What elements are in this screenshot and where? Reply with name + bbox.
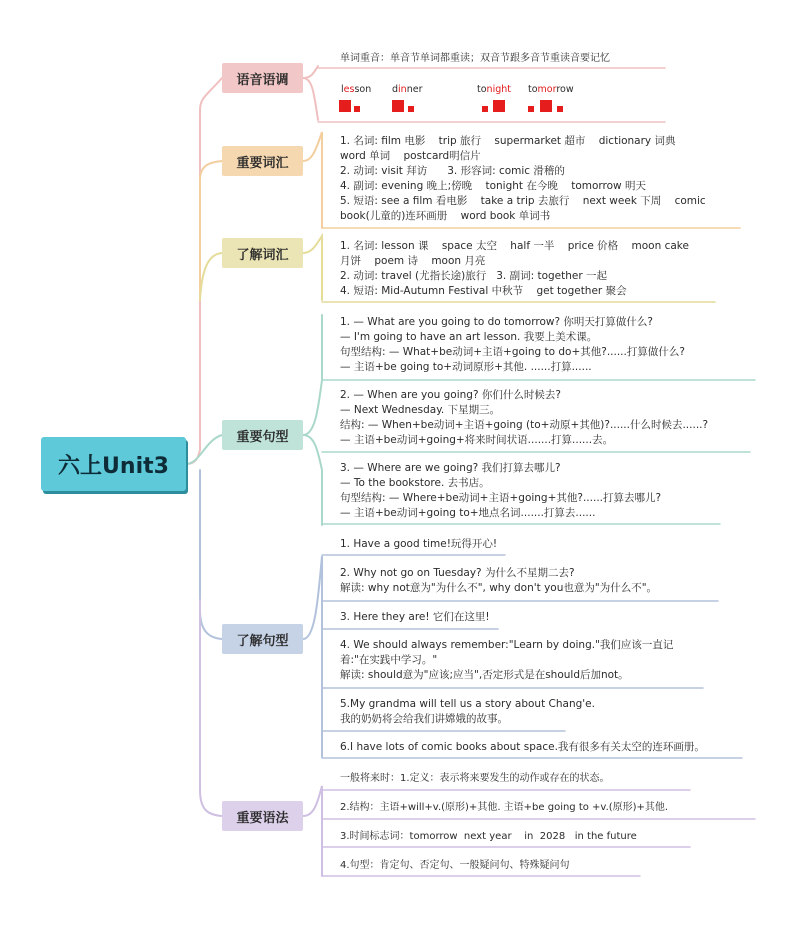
key-sentence-line: 句型结构: — Where+be动词+主语+going+其他?......打算去哪儿? bbox=[340, 492, 662, 504]
stress-word-dinner: dinner bbox=[392, 84, 423, 95]
key-vocab-line: 4. 副词: evening 晚上;傍晚 tonight 在今晚 tomorrow 明天 bbox=[340, 180, 646, 192]
key-vocab-line: 5. 短语: see a film 看电影 take a trip 去旅行 next week 下周 comic bbox=[340, 195, 706, 207]
know-sentence-line: 解读: should意为"应该;应当",否定形式是在should后加not。 bbox=[340, 669, 629, 681]
know-vocab-line: 4. 短语: Mid-Autumn Festival 中秋节 get together 聚会 bbox=[340, 285, 627, 297]
stress-mark-strong bbox=[493, 100, 505, 112]
stress-mark-weak bbox=[408, 106, 414, 112]
root-topic[interactable]: 六上Unit3 bbox=[41, 437, 186, 491]
stress-mark-strong bbox=[540, 100, 552, 112]
know-sentence-line: 3. Here they are! 它们在这里! bbox=[340, 611, 490, 623]
branch-phonetics[interactable]: 语音语调 bbox=[222, 63, 303, 93]
know-sentence-line: 6.I have lots of comic books about space.我有很多有关太空的连环画册。 bbox=[340, 741, 705, 753]
key-vocab-line: 1. 名词: film 电影 trip 旅行 supermarket 超市 dictionary 词典 bbox=[340, 135, 676, 147]
key-vocab-line: word 单词 postcard明信片 bbox=[340, 150, 481, 162]
branch-key-vocab[interactable]: 重要词汇 bbox=[222, 146, 303, 176]
key-sentence-line: — 主语+be going to+动词原形+其他. ......打算...... bbox=[340, 361, 592, 373]
phonetics-rule: 单词重音：单音节单词都重读；双音节跟多音节重读音要记忆 bbox=[340, 53, 610, 64]
stress-word-tonight: tonight bbox=[477, 84, 511, 95]
key-sentence-line: — Next Wednesday. 下星期三。 bbox=[340, 404, 501, 416]
grammar-line: 一般将来时：1.定义：表示将来要发生的动作或存在的状态。 bbox=[340, 773, 610, 784]
key-sentence-line: 2. — When are you going? 你们什么时候去? bbox=[340, 389, 561, 401]
key-sentence-line: 3. — Where are we going? 我们打算去哪儿? bbox=[340, 462, 561, 474]
grammar-line: 3.时间标志词：tomorrow next year in 2028 in the future bbox=[340, 831, 637, 842]
stress-mark-strong bbox=[392, 100, 404, 112]
stress-mark-weak bbox=[354, 106, 360, 112]
know-sentence-line: 我的奶奶将会给我们讲嫦娥的故事。 bbox=[340, 713, 508, 725]
key-sentence-line: — 主语+be动词+going to+地点名词.......打算去...... bbox=[340, 507, 596, 519]
stress-word-tomorrow: tomorrow bbox=[528, 84, 574, 95]
stress-mark-weak bbox=[528, 106, 534, 112]
know-vocab-line: 月饼 poem 诗 moon 月亮 bbox=[340, 255, 486, 267]
know-sentence-line: 5.My grandma will tell us a story about Chang'e. bbox=[340, 698, 595, 710]
know-vocab-line: 2. 动词: travel (尤指长途)旅行 3. 副词: together 一起 bbox=[340, 270, 608, 282]
grammar-line: 4.句型：肯定句、否定句、一般疑问句、特殊疑问句 bbox=[340, 860, 570, 871]
know-sentence-line: 着:"在实践中学习。" bbox=[340, 654, 438, 666]
know-sentence-line: 解读: why not意为"为什么不", why don't you也意为"为什么不"。 bbox=[340, 582, 658, 594]
key-sentence-line: — I'm going to have an art lesson. 我要上美术课。 bbox=[340, 331, 598, 343]
key-sentence-line: — To the bookstore. 去书店。 bbox=[340, 477, 490, 489]
grammar-line: 2.结构：主语+will+v.(原形)+其他. 主语+be going to +v.(原形)+其他. bbox=[340, 802, 669, 813]
branch-know-sentences[interactable]: 了解句型 bbox=[222, 624, 303, 654]
know-sentence-line: 1. Have a good time!玩得开心! bbox=[340, 538, 498, 550]
know-sentence-line: 4. We should always remember:"Learn by doing."我们应该一直记 bbox=[340, 639, 674, 651]
branch-key-sentences[interactable]: 重要句型 bbox=[222, 420, 303, 450]
stress-mark-weak bbox=[557, 106, 563, 112]
know-vocab-line: 1. 名词: lesson 课 space 太空 half 一半 price 价格 moon cake bbox=[340, 240, 689, 252]
know-sentence-line: 2. Why not go on Tuesday? 为什么不星期二去? bbox=[340, 567, 575, 579]
branch-know-vocab[interactable]: 了解词汇 bbox=[222, 238, 303, 268]
stress-mark-weak bbox=[482, 106, 488, 112]
key-sentence-line: — 主语+be动词+going+将来时间状语.......打算......去。 bbox=[340, 434, 614, 446]
key-vocab-line: 2. 动词: visit 拜访 3. 形容词: comic 滑稽的 bbox=[340, 165, 565, 177]
key-sentence-line: 句型结构: — What+be动词+主语+going to do+其他?......打算做什么? bbox=[340, 346, 685, 358]
stress-word-lesson: lesson bbox=[341, 84, 372, 95]
branch-grammar[interactable]: 重要语法 bbox=[222, 801, 303, 831]
key-sentence-line: 结构: — When+be动词+主语+going (to+动原+其他)?......什么时候去......? bbox=[340, 419, 709, 431]
key-vocab-line: book(儿童的)连环画册 word book 单词书 bbox=[340, 210, 551, 222]
stress-mark-strong bbox=[339, 100, 351, 112]
key-sentence-line: 1. — What are you going to do tomorrow? 你明天打算做什么? bbox=[340, 316, 653, 328]
